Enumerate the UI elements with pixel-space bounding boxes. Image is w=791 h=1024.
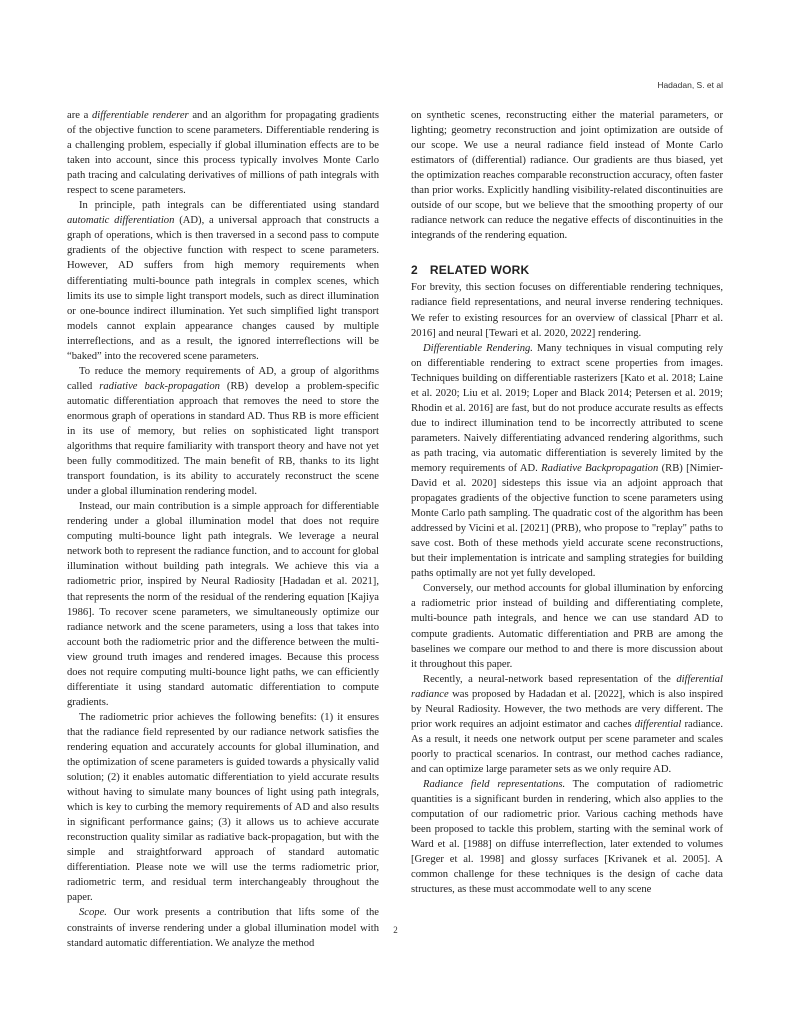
running-head: Hadadan, S. et al [657, 80, 723, 90]
paragraph: on synthetic scenes, reconstructing either the material parameters, or lighting; geometry reconstruction and joint optimization are outside of our scope. We use a neural radiance field instead of Monte Carlo estimators of (differential) radiance. Our gradients are thus biased, yet the optimization reaches comparable reconstruction accuracy, often faster than prior works. Explicitly handling visibility-related discontinuities are outside of our scope, but we believe that the smoothing property of our radiance network can reduce the negative effects of discontinuities in the integrands of the rendering equation. [411, 110, 723, 242]
left-column [67, 108, 379, 951]
paragraph-heading: Radiance field representations. [423, 778, 566, 790]
text-run: Many techniques in visual computing rely on differentiable rendering to extract scene properties from images. Techniques building on differentiable rasterizers [Kato et al. 2018; Laine et al. 2020; Liu et al. 2019; Loper and Black 2014; Petersen et al. 2019; Rhodin et al. 2016] are fast, but do not produce accurate results as effects due to indirect illumination tend to be incorrectly attributed to scene parameters. Naively differentiating advanced rendering algorithms, such as path tracing, via automatic differentiation is severely limited by the memory requirements of AD. [411, 342, 723, 474]
text-run: In principle, path integrals can be differentiated using standard [79, 200, 379, 212]
paragraph: Instead, our main contribution is a simple approach for differentiable rendering under a global illumination model that does not require computing multi-bounce light path integrals. We leverage a neural network both to represent the radiance function, and to account for global illumination without building path integrals. We achieve this via a radiometric prior, inspired by Neural Radiosity [Hadadan et al. 2021], that represents the norm of the residual of the rendering equation [Kajiya 1986]. To recover scene parameters, we simultaneously optimize our radiance network and the scene parameters, using a loss that takes into account both the radiometric prior and the difference between the multi-view ground truth images and rendered images. Because this process does not require computing multi-bounce light paths, we can efficiently differentiate it using standard automatic differentiation to compute gradients. [67, 501, 379, 708]
emphasis: differential [634, 718, 682, 730]
paragraph [411, 672, 723, 777]
emphasis: differential radiance [411, 673, 723, 700]
section-title: RELATED WORK [429, 263, 530, 278]
paragraph: The radiometric prior achieves the following benefits: (1) it ensures that the radiance field represented by our radiance network satisfies the rendering equation and accurately accounts for global illumination, and the optimization of scene parameters is guided towards a physically valid solution; (2) it enables automatic differentiation to yield accurate results without having to simulate many bounces of light using path integrals, which is key to curbing the memory requirements of AD and also results in significant performance gains; (3) it allows us to achieve accurate reconstruction quality similar as radiative back-propagation, but with the simple and straightforward approach of standard automatic differentiation. Please note we will use the terms radiometric prior, radiometric term, and residual term interchangeably throughout the paper. [67, 711, 379, 904]
text-run: radiance. As a result, it needs one network output per scene parameter and scales poorly to practical scenarios. In contrast, our method caches radiance, and can optimize large parameter sets as we only require AD. [411, 718, 723, 775]
emphasis: radiative back-propagation [99, 380, 220, 392]
page-number: 2 [393, 925, 398, 935]
section-heading [411, 263, 723, 277]
emphasis: differentiable renderer [92, 110, 189, 121]
paragraph [411, 777, 723, 897]
text-run: Recently, a neural-network based representation of the [423, 673, 677, 685]
emphasis: Radiative Backpropagation [541, 462, 659, 474]
text-run: To reduce the memory requirements of AD, a group of algorithms called [67, 365, 379, 392]
section-number: 2 [411, 263, 418, 278]
text-run: was proposed by Hadadan et al. [2022], which is also inspired by Neural Radiosity. However, the two methods are very different. The prior work requires an adjoint estimator and caches [411, 688, 723, 730]
text-run: (RB) develop a problem-specific automatic differentiation approach that removes the need to store the enormous graph of operations in standard AD. Thus RB is more efficient in its use of memory, but relies on sophisticated light transport algorithms that require familiarity with transport theory and have not yet been fully commoditized. The main benefit of RB, thanks to its light transport foundation, is its ability to accurately reconstruct the scene under a global illumination rendering model. [67, 380, 379, 498]
paragraph: Conversely, our method accounts for global illumination by enforcing a radiometric prior instead of building and differentiating complete, multi-bounce path integrals, and hence we can use standard AD to compute gradients. Automatic differentiation and PRB are among the baselines we compare our method to and there is more discussion about it throughout this paper. [411, 583, 723, 670]
text-run: and an algorithm for propagating gradients of the objective function to scene parameters. Differentiable rendering is a challenging problem, especially if global illumination effects are to be taken into account, since this process typically involves Monte Carlo path tracing and calculating derivatives of millions of path integrals with respect to scene parameters. [67, 110, 379, 197]
paragraph [67, 108, 379, 198]
text-run: are a [67, 110, 92, 121]
emphasis: automatic differentiation [67, 215, 175, 227]
paragraph [67, 198, 379, 364]
paragraph-heading: Differentiable Rendering. [423, 342, 533, 354]
paragraph-heading: Scope. [79, 907, 107, 919]
paragraph [67, 364, 379, 499]
text-run: (RB) [Nimier-David et al. 2020] sidesteps this issue via an adjoint approach that propagates gradients of the objective function to scene parameters using Monte Carlo path sampling. The quadratic cost of the algorithm has been addressed by Vicini et al. [2021] (PRB), who propose to "replay" paths to save cost. Both of these methods yield accurate scene reconstructions, but their implementation is intricate and sampling strategies for building paths optimally are not yet fully developed. [411, 462, 723, 580]
paragraph [411, 341, 723, 582]
paragraph: For brevity, this section focuses on differentiable rendering techniques, radiance field representations, and neural inverse rendering techniques. We refer to existing resources for an overview of classical [Pharr et al. 2016] and neural [Tewari et al. 2020, 2022] rendering. [411, 282, 723, 339]
text-run: The computation of radiometric quantities is a significant burden in rendering, which also applies to the computation of our radiometric prior. Various caching methods have been proposed to tackle this problem, starting with the seminal work of Ward et al. [1988] on diffuse interreflection, later extended to volumes [Greger et al. 1998] and glossy surfaces [Krivanek et al. 2005]. A common challenge for these techniques is the design of cache data structures, as these must accommodate well to any scene [411, 778, 723, 896]
right-column [411, 108, 723, 897]
text-run: Our work presents a contribution that lifts some of the constraints of inverse rendering under a global illumination model with standard automatic differentiation. We analyze the method [67, 907, 379, 949]
text-run: (AD), a universal approach that constructs a graph of operations, which is then traversed in a second pass to compute gradients of the objective function with respect to scene parameters. However, AD suffers from high memory requirements when differentiating multi-bounce path integrals in complex scenes, which limits its use to simple light transport models, such as direct illumination or one-bounce indirect illumination. Yet such simplified light transport models cannot explain appearance changes caused by multiple interreflections, and as a result, the ignored interreflections will be “baked” into the recovered scene parameters. [67, 215, 379, 362]
